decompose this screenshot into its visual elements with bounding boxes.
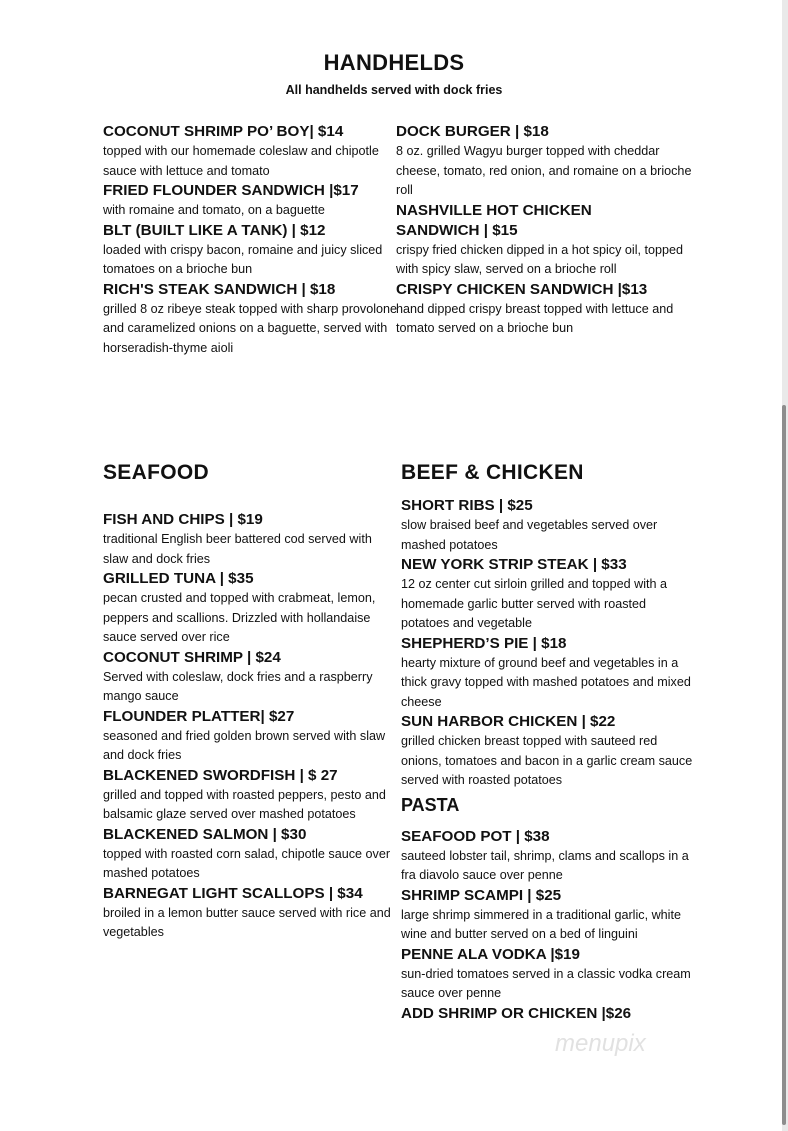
section-title-seafood: SEAFOOD — [103, 461, 209, 484]
scrollbar[interactable] — [782, 405, 786, 1125]
item-desc: traditional English beer battered cod served with slaw and dock fries — [103, 532, 372, 566]
item-name: COCONUT SHRIMP | $24 — [103, 648, 281, 666]
menu-item — [401, 555, 696, 634]
menu-item — [401, 712, 696, 791]
item-name: BARNEGAT LIGHT SCALLOPS | $34 — [103, 884, 363, 902]
menu-item — [396, 280, 696, 339]
watermark-text: menupix — [555, 1030, 646, 1057]
seafood-column — [103, 510, 393, 943]
menu-item — [103, 122, 398, 181]
item-desc: slow braised beef and vegetables served over mashed potatoes — [401, 518, 658, 552]
handhelds-right-column — [396, 122, 696, 339]
menu-item — [103, 280, 398, 359]
menu-item — [396, 201, 696, 280]
item-name: GRILLED TUNA | $35 — [103, 570, 254, 587]
menu-item — [103, 707, 393, 766]
menu-item — [401, 945, 696, 1004]
item-name: NEW YORK STRIP STEAK | $33 — [401, 556, 627, 573]
item-desc: grilled 8 oz ribeye steak topped with sharp provolone and caramelized onions on a baguette, served with horseradish-thyme aioli — [103, 301, 398, 355]
item-desc: Served with coleslaw, dock fries and a raspberry mango sauce — [103, 669, 373, 703]
handhelds-left-column — [103, 122, 398, 358]
item-desc: seasoned and fried golden brown served with slaw and dock fries — [103, 728, 386, 762]
item-desc: crispy fried chicken dipped in a hot spicy oil, topped with spicy slaw, served on a brioche roll — [396, 242, 684, 276]
item-name: RICH'S STEAK SANDWICH | $18 — [103, 280, 336, 298]
menu-item — [103, 221, 398, 280]
page-subtitle: All handhelds served with dock fries — [285, 83, 503, 97]
item-desc: sun-dried tomatoes served in a classic vodka cream sauce over penne — [401, 966, 691, 1000]
section-title-beef-chicken: BEEF & CHICKEN — [401, 461, 584, 484]
menu-item — [396, 122, 696, 201]
menu-item — [103, 766, 393, 825]
item-desc: hearty mixture of ground beef and vegetables in a thick gravy topped with mashed potatoes and mixed cheese — [401, 655, 691, 709]
menu-item — [401, 634, 696, 713]
menu-item — [103, 884, 393, 943]
menu-item — [103, 825, 393, 884]
item-desc: hand dipped crispy breast topped with lettuce and tomato served on a brioche bun — [396, 301, 674, 335]
item-desc: large shrimp simmered in a traditional garlic, white wine and butter served on a bed of linguini — [401, 907, 681, 941]
item-name: FLOUNDER PLATTER| $27 — [103, 707, 295, 725]
item-name: BLT (BUILT LIKE A TANK) | $12 — [103, 221, 326, 239]
item-desc: 8 oz. grilled Wagyu burger topped with cheddar cheese, tomato, red onion, and romaine on a brioche roll — [396, 144, 692, 197]
page-title: HANDHELDS — [323, 50, 465, 75]
item-name: SHORT RIBS | $25 — [401, 497, 533, 514]
beef-chicken-column — [401, 496, 696, 1024]
item-name: SHEPHERD’S PIE | $18 — [401, 634, 567, 652]
section-title-pasta: PASTA — [401, 794, 460, 815]
item-desc: topped with our homemade coleslaw and chipotle sauce with lettuce and tomato — [103, 144, 379, 178]
item-name: SEAFOOD POT | $38 — [401, 827, 550, 845]
item-desc: loaded with crispy bacon, romaine and juicy sliced tomatoes on a brioche bun — [103, 242, 383, 276]
item-desc: 12 oz center cut sirloin grilled and topped with a homemade garlic butter served with roasted potatoes and vegetable — [401, 577, 668, 630]
item-name: FISH AND CHIPS | $19 — [103, 511, 263, 528]
menu-item — [401, 886, 696, 945]
item-desc: sauteed lobster tail, shrimp, clams and scallops in a fra diavolo sauce over penne — [401, 848, 689, 882]
item-desc: broiled in a lemon butter sauce served with rice and vegetables — [103, 905, 391, 939]
item-name: SHRIMP SCAMPI | $25 — [401, 886, 562, 904]
pasta-addon: ADD SHRIMP OR CHICKEN |$26 — [401, 1004, 632, 1022]
item-name: PENNE ALA VODKA |$19 — [401, 945, 580, 963]
menu-item — [103, 648, 393, 707]
item-name: COCONUT SHRIMP PO’ BOY| $14 — [103, 123, 344, 140]
item-name: SUN HARBOR CHICKEN | $22 — [401, 713, 616, 730]
menu-item — [401, 827, 696, 886]
item-desc: with romaine and tomato, on a baguette — [103, 203, 325, 217]
menu-item — [103, 510, 393, 569]
menu-item — [103, 569, 393, 648]
item-name: CRISPY CHICKEN SANDWICH |$13 — [396, 280, 648, 298]
item-name: DOCK BURGER | $18 — [396, 123, 549, 140]
item-name: FRIED FLOUNDER SANDWICH |$17 — [103, 182, 359, 199]
menu-item — [103, 181, 398, 221]
item-name: BLACKENED SALMON | $30 — [103, 825, 307, 843]
item-desc: grilled and topped with roasted peppers, pesto and balsamic glaze served over mashed potatoes — [103, 787, 386, 821]
item-name: BLACKENED SWORDFISH | $ 27 — [103, 766, 338, 784]
item-desc: topped with roasted corn salad, chipotle sauce over mashed potatoes — [103, 846, 391, 880]
item-name: NASHVILLE HOT CHICKEN SANDWICH | $15 — [396, 201, 592, 239]
menu-item — [401, 496, 696, 555]
item-desc: grilled chicken breast topped with sauteed red onions, tomatoes and bacon in a garlic cream sauce served with roasted potatoes — [401, 734, 693, 787]
item-desc: pecan crusted and topped with crabmeat, lemon, peppers and scallions. Drizzled with hollandaise sauce served over rice — [103, 591, 376, 644]
